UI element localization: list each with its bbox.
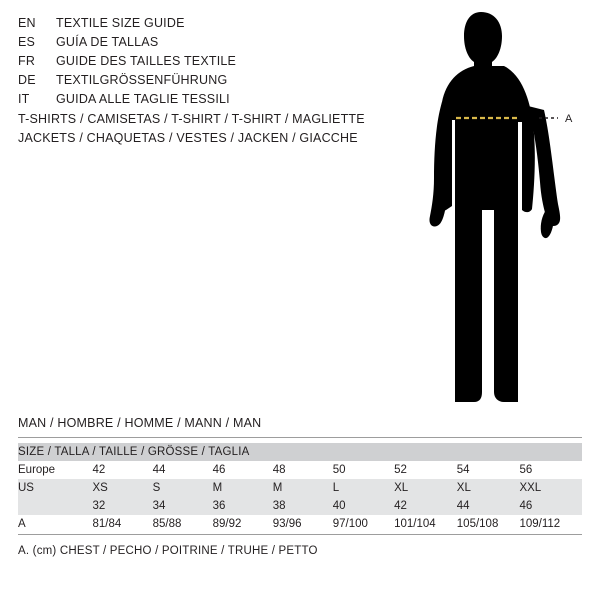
language-title: TEXTILGRÖSSENFÜHRUNG [56, 73, 228, 87]
table-cell: 85/88 [153, 515, 213, 533]
table-group-heading: MAN / HOMBRE / HOMME / MANN / MAN [18, 416, 262, 430]
table-row [18, 479, 582, 497]
language-title: GUÍA DE TALLAS [56, 35, 159, 49]
table-cell: 46 [213, 461, 273, 479]
table-cell: 40 [333, 497, 394, 515]
table-cell: 81/84 [93, 515, 153, 533]
table-cell: 97/100 [333, 515, 394, 533]
table-cell: M [213, 479, 273, 497]
table-row [18, 515, 582, 533]
table-cell: 42 [93, 461, 153, 479]
language-list [18, 16, 378, 111]
language-code: EN [18, 16, 36, 30]
table-cell: 93/96 [273, 515, 333, 533]
table-cell: XXL [519, 479, 582, 497]
row-label: Europe [18, 461, 93, 479]
table-cell: 52 [394, 461, 457, 479]
row-label: US [18, 479, 93, 497]
body-figure [408, 10, 593, 405]
table-cell: 56 [519, 461, 582, 479]
divider-top [18, 437, 582, 438]
male-silhouette-icon [408, 10, 593, 405]
language-title: GUIDA ALLE TAGLIE TESSILI [56, 92, 230, 106]
category-line: T-SHIRTS / CAMISETAS / T-SHIRT / T-SHIRT / MAGLIETTE [18, 112, 365, 126]
table-cell: 101/104 [394, 515, 457, 533]
table-cell: M [273, 479, 333, 497]
table-cell: 50 [333, 461, 394, 479]
table-cell: 42 [394, 497, 457, 515]
language-code: FR [18, 54, 36, 68]
language-row [18, 92, 378, 111]
language-row [18, 73, 378, 92]
table-cell: XL [394, 479, 457, 497]
language-row [18, 35, 378, 54]
language-title: GUIDE DES TAILLES TEXTILE [56, 54, 237, 68]
language-row [18, 54, 378, 73]
table-cell: 89/92 [213, 515, 273, 533]
table-cell: XL [457, 479, 520, 497]
table-cell: 32 [93, 497, 153, 515]
table-header-label: SIZE / TALLA / TAILLE / GRÖSSE / TAGLIA [18, 443, 582, 461]
table-cell: L [333, 479, 394, 497]
category-line: JACKETS / CHAQUETAS / VESTES / JACKEN / GIACCHE [18, 131, 358, 145]
table-cell: XS [93, 479, 153, 497]
table-cell: 38 [273, 497, 333, 515]
table-cell: 44 [153, 461, 213, 479]
row-label: A [18, 515, 93, 533]
table-cell: 46 [519, 497, 582, 515]
table-cell: 109/112 [519, 515, 582, 533]
language-row [18, 16, 378, 35]
language-code: DE [18, 73, 36, 87]
table-cell: S [153, 479, 213, 497]
table-footnote: A. (cm) CHEST / PECHO / POITRINE / TRUHE / PETTO [18, 545, 318, 557]
divider-bottom [18, 534, 582, 535]
language-code: ES [18, 35, 36, 49]
table-cell: 34 [153, 497, 213, 515]
table-cell: 44 [457, 497, 520, 515]
table-cell: 105/108 [457, 515, 520, 533]
row-label [18, 497, 93, 515]
table-cell: 54 [457, 461, 520, 479]
garment-category-list [18, 110, 438, 148]
table-header-row [18, 443, 582, 461]
table-row [18, 461, 582, 479]
table-cell: 36 [213, 497, 273, 515]
measurement-marker-label: A [565, 113, 573, 125]
size-table [18, 443, 582, 533]
language-title: TEXTILE SIZE GUIDE [56, 16, 185, 30]
table-cell: 48 [273, 461, 333, 479]
table-row [18, 497, 582, 515]
language-code: IT [18, 92, 30, 106]
